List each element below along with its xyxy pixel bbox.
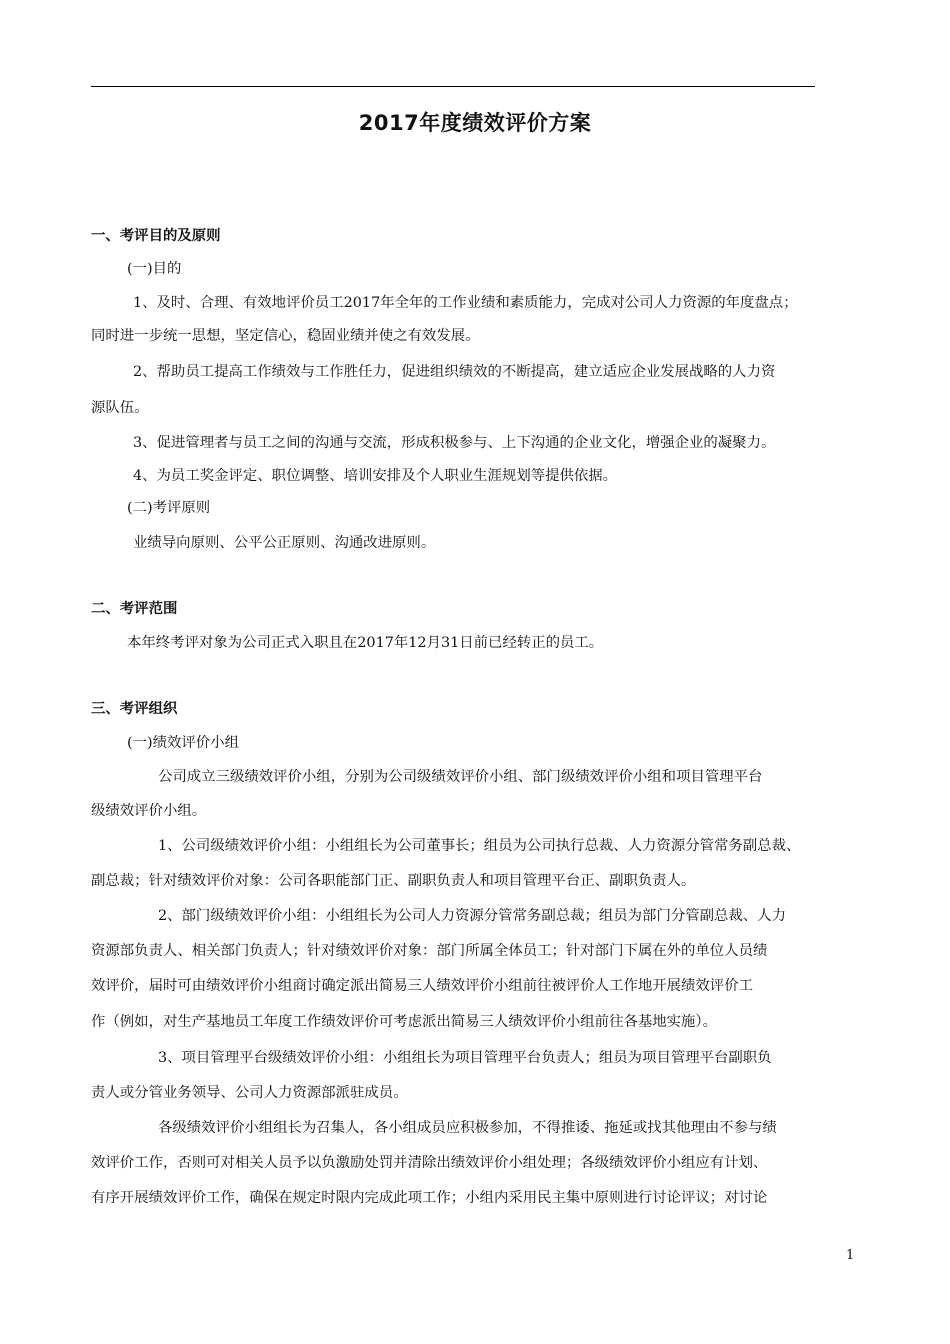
- subheading: (一)目的: [127, 261, 182, 277]
- paragraph-line: 有序开展绩效评价工作，确保在规定时限内完成此项工作；小组内采用民主集中原则进行讨论评议；对讨论: [91, 1190, 768, 1206]
- paragraph-line: 3、项目管理平台级绩效评价小组：小组组长为项目管理平台负责人；组员为项目管理平台副职负: [158, 1050, 772, 1066]
- paragraph-line: 4、为员工奖金评定、职位调整、培训安排及个人职业生涯规划等提供依据。: [133, 468, 618, 484]
- paragraph-line: 2、部门级绩效评价小组：小组组长为公司人力资源分管常务副总裁；组员为部门分管副总裁、人力: [158, 908, 786, 924]
- paragraph-line: 级绩效评价小组。: [91, 803, 207, 819]
- subheading: (一)绩效评价小组: [127, 735, 239, 751]
- paragraph-line: 源队伍。: [91, 400, 149, 416]
- paragraph-line: 责人或分管业务领导、公司人力资源部派驻成员。: [91, 1085, 408, 1101]
- paragraph-line: 1、公司级绩效评价小组：小组组长为公司董事长；组员为公司执行总裁、人力资源分管常务副总裁、: [158, 838, 801, 854]
- section-heading-1: 一、考评目的及原则: [91, 228, 221, 244]
- page-number: 1: [846, 1248, 855, 1263]
- paragraph-line: 副总裁；针对绩效评价对象：公司各职能部门正、副职负责人和项目管理平台正、副职负责人。: [91, 873, 696, 889]
- paragraph-line: 各级绩效评价小组组长为召集人，各小组成员应积极参加，不得推诿、拖延或找其他理由不参与绩: [158, 1120, 777, 1136]
- section-heading-3: 三、考评组织: [91, 701, 178, 717]
- document-title: 2017年度绩效评价方案: [358, 111, 592, 135]
- paragraph-line: 1、及时、合理、有效地评价员工2017年全年的工作业绩和素质能力，完成对公司人力资源的年度盘点；: [133, 295, 798, 311]
- paragraph-line: 公司成立三级绩效评价小组，分别为公司级绩效评价小组、部门级绩效评价小组和项目管理平台: [158, 769, 763, 785]
- paragraph-line: 效评价工作，否则可对相关人员予以负激励处罚并清除出绩效评价小组处理；各级绩效评价小组应有计划、: [91, 1155, 768, 1171]
- section-heading-2: 二、考评范围: [91, 601, 178, 617]
- paragraph-line: 2、帮助员工提高工作绩效与工作胜任力，促进组织绩效的不断提高，建立适应企业发展战略的人力资: [133, 364, 776, 380]
- subheading: (二)考评原则: [127, 500, 211, 516]
- paragraph-line: 效评价，届时可由绩效评价小组商讨确定派出简易三人绩效评价小组前往被评价人工作地开展绩效评价工: [91, 978, 753, 994]
- paragraph-line: 本年终考评对象为公司正式入职且在2017年12月31日前已经转正的员工。: [127, 635, 604, 651]
- paragraph-line: 同时进一步统一思想，坚定信心，稳固业绩并使之有效发展。: [91, 328, 480, 344]
- paragraph-line: 业绩导向原则、公平公正原则、沟通改进原则。: [133, 535, 436, 551]
- paragraph-line: 3、促进管理者与员工之间的沟通与交流，形成积极参与、上下沟通的企业文化，增强企业的凝聚力。: [133, 435, 776, 451]
- paragraph-line: 作（例如，对生产基地员工年度工作绩效评价可考虑派出简易三人绩效评价小组前往各基地实施）。: [91, 1014, 717, 1030]
- paragraph-line: 资源部负责人、相关部门负责人；针对绩效评价对象：部门所属全体员工；针对部门下属在外的单位人员绩: [91, 943, 768, 959]
- header-rule: [91, 86, 815, 87]
